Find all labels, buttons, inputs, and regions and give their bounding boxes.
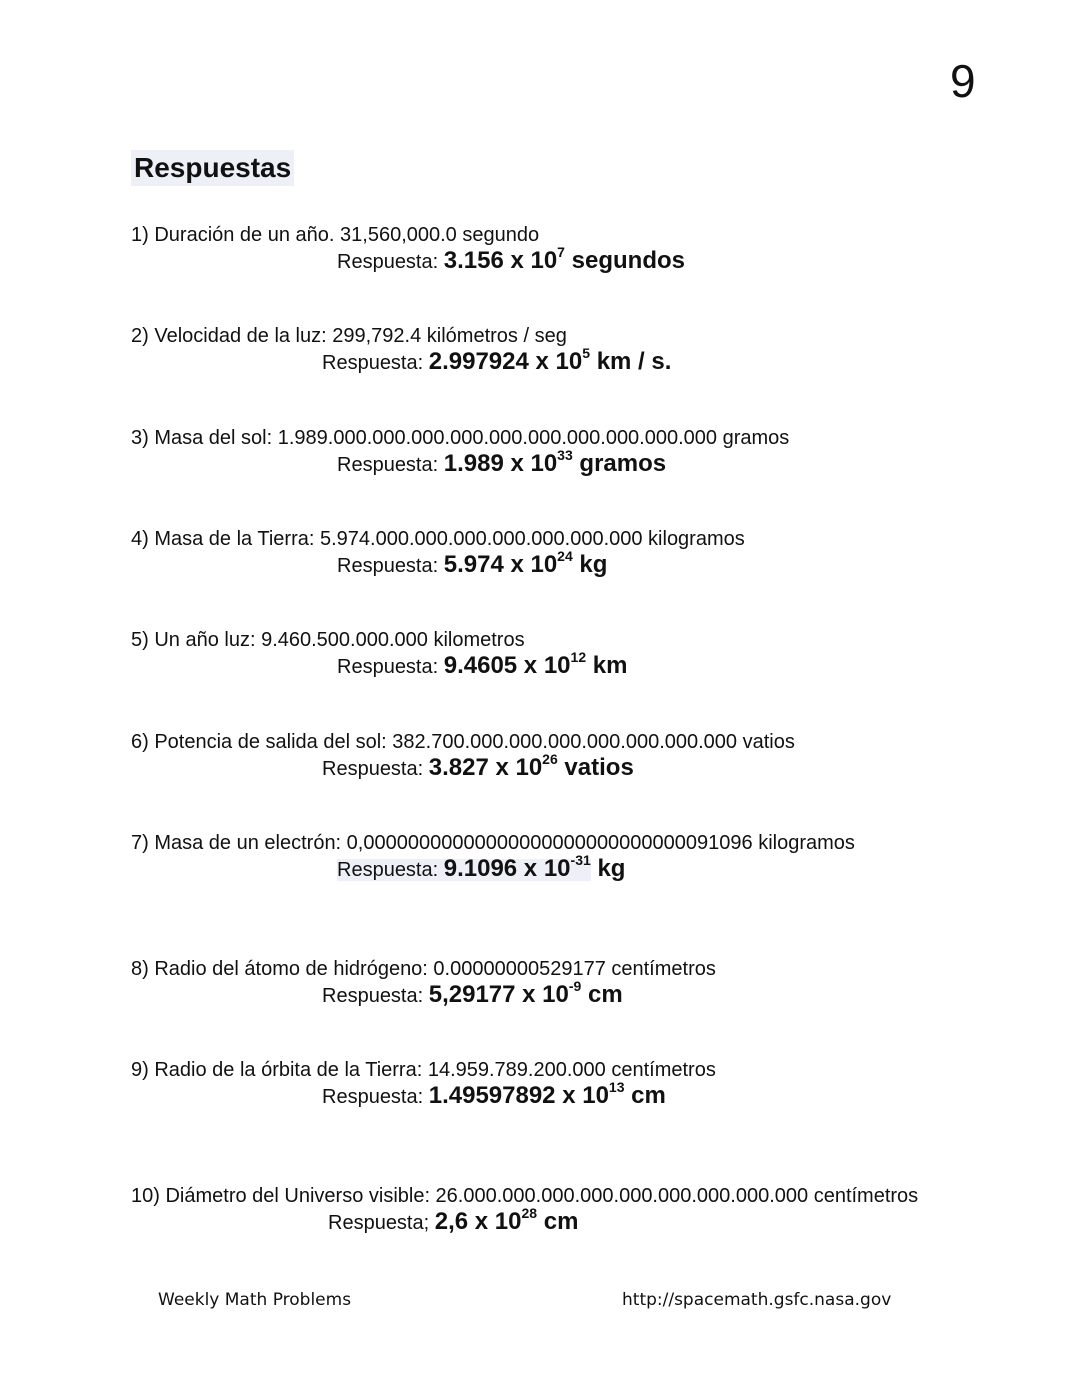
answer-item-2	[131, 324, 671, 377]
answer-line	[328, 1205, 918, 1237]
answer-item-8	[131, 957, 716, 1010]
answer-label: Respuesta:	[337, 555, 439, 577]
answer-line	[337, 649, 628, 681]
question-text: 7) Masa de un electrón: 0,00000000000000000000000000000091096 kilogramos	[131, 832, 855, 854]
answer-mantissa: 5.974 x 10	[443, 551, 558, 578]
answer-unit: km	[592, 652, 628, 679]
answer-value	[434, 1205, 579, 1235]
question-text: 3) Masa del sol: 1.989.000.000.000.000.000.000.000.000.000.000 gramos	[131, 427, 790, 449]
answer-unit: cm	[588, 981, 623, 1008]
answer-mantissa: 9.4605 x 10	[443, 652, 571, 679]
answer-mantissa: 2.997924 x 10	[428, 348, 583, 375]
answer-line	[322, 978, 716, 1010]
answer-unit: segundos	[571, 247, 685, 274]
answer-line	[322, 751, 795, 783]
question-text: 9) Radio de la órbita de la Tierra: 14.959.789.200.000 centímetros	[131, 1059, 716, 1081]
answer-value	[428, 1079, 666, 1109]
answer-mantissa: 5,29177 x 10	[428, 981, 569, 1008]
answer-label: Respuesta:	[337, 859, 439, 881]
answer-value	[443, 548, 608, 578]
page-number: 9	[950, 55, 976, 107]
answer-value	[428, 345, 672, 375]
answer-unit: cm	[631, 1082, 666, 1109]
footer-title: Weekly Math Problems	[158, 1290, 352, 1310]
answer-label: Respuesta:	[322, 1086, 424, 1108]
answer-item-9	[131, 1058, 716, 1111]
answer-mantissa: 2,6 x 10	[434, 1208, 522, 1235]
answer-item-5	[131, 628, 627, 681]
answer-line	[337, 852, 855, 884]
question-text: 8) Radio del átomo de hidrógeno: 0.00000000529177 centímetros	[131, 958, 716, 980]
answer-line	[337, 447, 789, 479]
answer-exponent: 7	[557, 244, 565, 260]
answer-value	[443, 649, 628, 679]
answer-item-6	[131, 730, 795, 783]
answer-mantissa: 9.1096 x 10	[443, 855, 571, 882]
footer-url: http://spacemath.gsfc.nasa.gov	[622, 1290, 892, 1310]
answer-unit: vatios	[564, 754, 634, 781]
answer-unit: kg	[579, 551, 608, 578]
answer-item-10	[131, 1184, 918, 1237]
answer-label: Respuesta;	[328, 1212, 430, 1234]
answer-mantissa: 3.156 x 10	[443, 247, 558, 274]
answer-item-1	[131, 223, 685, 276]
answer-label: Respuesta:	[337, 656, 439, 678]
answer-line	[337, 244, 685, 276]
answer-item-3	[131, 426, 789, 479]
answer-label: Respuesta:	[337, 454, 439, 476]
answer-mantissa: 1.989 x 10	[443, 450, 558, 477]
answer-line	[322, 345, 672, 377]
answer-exponent: 12	[570, 649, 587, 665]
answer-exponent: -9	[568, 978, 582, 994]
answer-label: Respuesta:	[322, 352, 424, 374]
answer-label: Respuesta:	[337, 251, 439, 273]
question-text: 1) Duración de un año. 31,560,000.0 segundo	[131, 224, 540, 246]
answer-unit: gramos	[579, 450, 667, 477]
question-text: 6) Potencia de salida del sol: 382.700.000.000.000.000.000.000.000 vatios	[131, 731, 795, 753]
question-text: 5) Un año luz: 9.460.500.000.000 kilometros	[131, 629, 525, 651]
answer-mantissa: 1.49597892 x 10	[428, 1082, 609, 1109]
answer-unit: cm	[543, 1208, 579, 1235]
question-text: 2) Velocidad de la luz: 299,792.4 kilómetros / seg	[131, 325, 567, 347]
answer-line	[322, 1079, 716, 1111]
answer-label: Respuesta:	[322, 758, 424, 780]
answer-value	[428, 978, 623, 1008]
answer-unit: kg	[597, 855, 626, 882]
answer-exponent: 28	[521, 1205, 538, 1221]
page-title: Respuestas	[131, 150, 294, 186]
question-text: 4) Masa de la Tierra: 5.974.000.000.000.000.000.000.000 kilogramos	[131, 528, 745, 550]
question-text: 10) Diámetro del Universo visible: 26.000.000.000.000.000.000.000.000.000 centímetros	[131, 1185, 919, 1207]
answer-exponent: 24	[557, 548, 573, 564]
answer-exponent: 13	[608, 1079, 625, 1095]
answer-exponent: 5	[582, 345, 591, 361]
answer-value	[443, 852, 591, 882]
answer-exponent: -31	[570, 852, 591, 868]
answer-line	[337, 548, 745, 580]
answer-exponent: 26	[542, 751, 558, 767]
answer-value	[443, 244, 685, 274]
answer-label: Respuesta:	[322, 985, 424, 1007]
answer-item-7	[131, 831, 855, 884]
answer-mantissa: 3.827 x 10	[428, 754, 543, 781]
answer-value	[428, 751, 634, 781]
answer-item-4	[131, 527, 745, 580]
answer-exponent: 33	[557, 447, 573, 463]
highlight	[337, 852, 591, 882]
answer-value	[443, 447, 667, 477]
answer-unit: km / s.	[596, 348, 672, 375]
